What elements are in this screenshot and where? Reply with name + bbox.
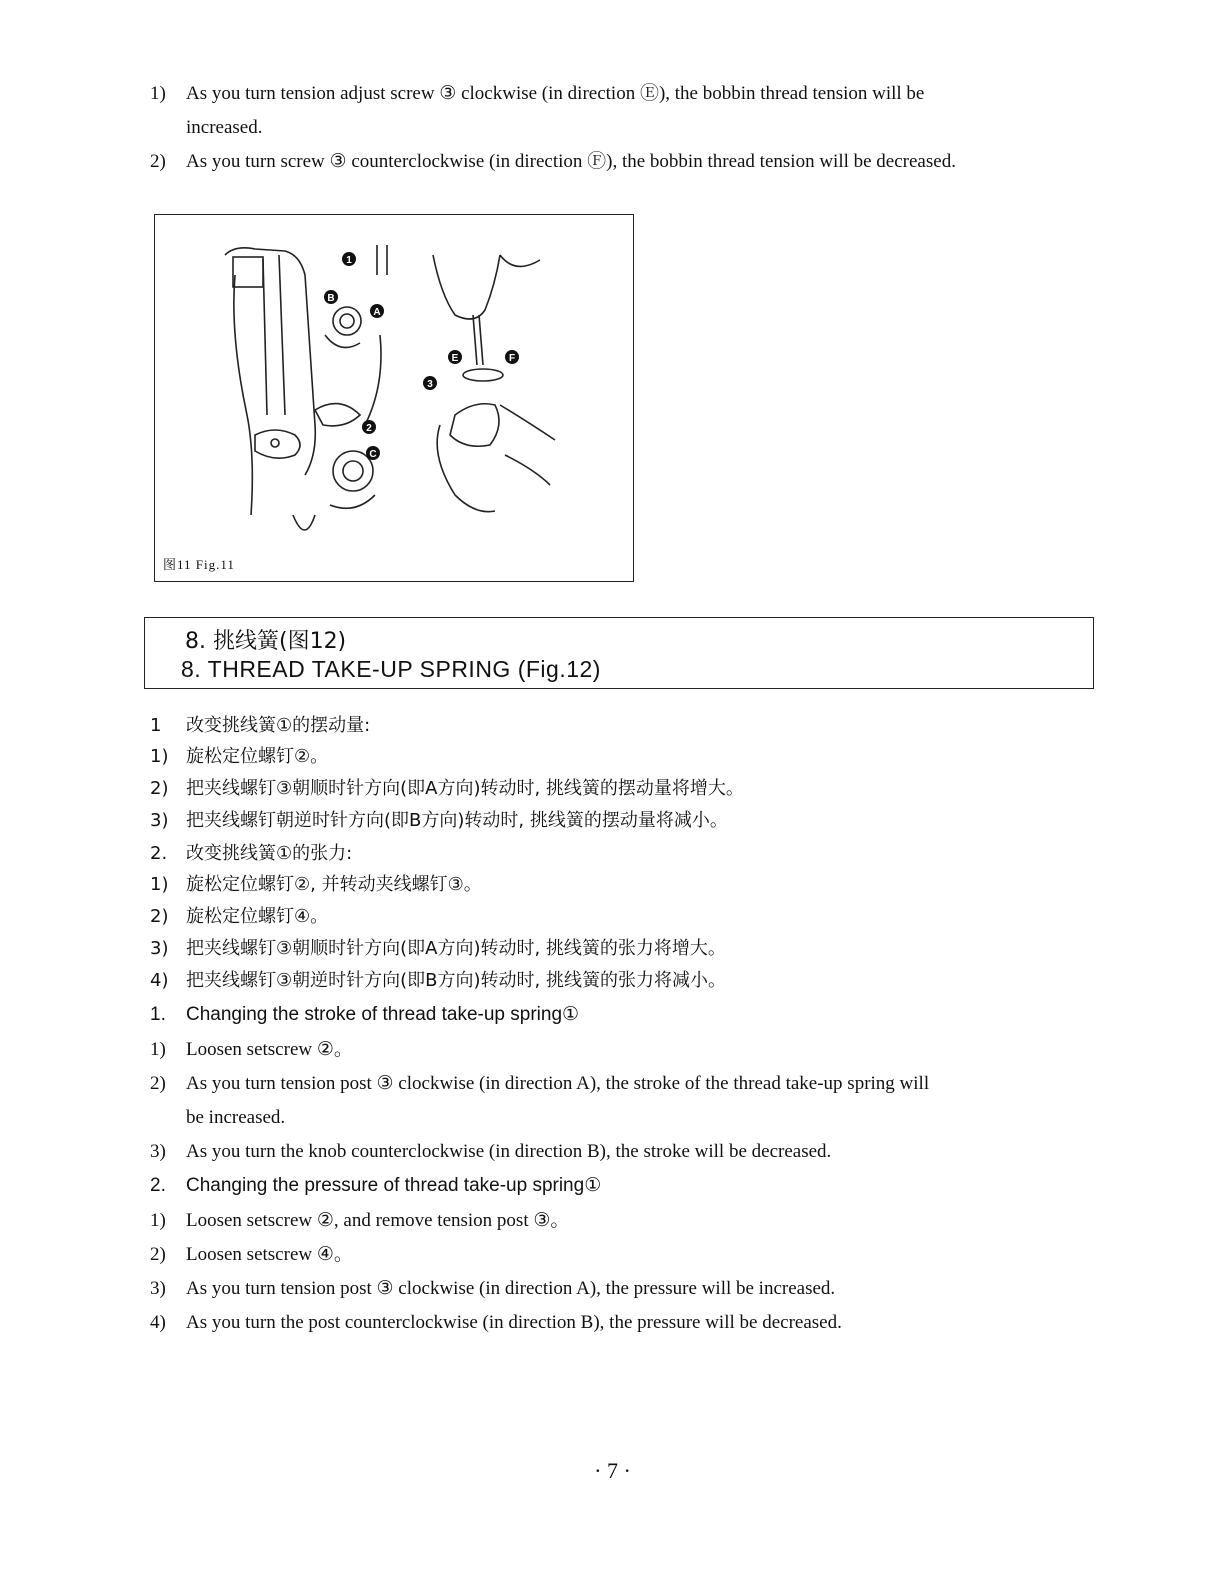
en-text: Changing the stroke of thread take-up spring① [186,1004,580,1025]
en-line [150,1243,353,1267]
en-line [150,1072,929,1096]
step-number: 2) [150,151,166,172]
zh-text: 把夹线螺钉③朝逆时针方向(即B方向)转动时, 挑线簧的张力将减小。 [186,970,726,991]
callout-2: 2 [366,423,372,434]
step-number: 1) [150,83,166,104]
zh-number: 3) [150,810,169,831]
en-text: As you turn tension post ③ clockwise (in direction A), the pressure will be increased. [186,1278,836,1299]
zh-line [150,842,352,866]
step-text: As you turn tension adjust screw ③ clockwise (in direction Ⓔ), the bobbin thread tension will be [186,83,925,104]
zh-line [150,905,328,929]
zh-text: 把夹线螺钉朝逆时针方向(即B方向)转动时, 挑线簧的摆动量将减小。 [186,810,728,831]
en-line [150,1174,601,1198]
zh-line [150,745,328,769]
en-number: 1. [150,1004,166,1025]
zh-text: 把夹线螺钉③朝顺时针方向(即A方向)转动时, 挑线簧的张力将增大。 [186,938,726,959]
callout-c: C [369,449,377,460]
zh-number: 2) [150,906,169,927]
zh-text: 改变挑线簧①的摆动量: [186,715,371,736]
en-text: Loosen setscrew ②。 [186,1039,353,1060]
en-line [150,1311,842,1335]
en-text: Loosen setscrew ②, and remove tension post ③。 [186,1210,570,1231]
zh-line [150,777,744,801]
en-text: As you turn the post counterclockwise (in direction B), the pressure will be decreased. [186,1312,842,1333]
en-line [150,1277,835,1301]
en-line [150,1038,353,1062]
zh-line [150,873,482,897]
callout-b: B [327,293,335,304]
callout-f: F [508,353,516,364]
en-line [150,1003,579,1027]
zh-text: 旋松定位螺钉②, 并转动夹线螺钉③。 [186,874,482,895]
step-line [150,82,924,106]
callout-a: A [373,307,381,318]
section-title-zh: 8. 挑线簧(图12) [185,629,347,654]
step-text: As you turn screw ③ counterclockwise (in direction Ⓕ), the bobbin thread tension will be decreased. [186,151,956,172]
en-continuation: be increased. [186,1107,286,1128]
zh-text: 旋松定位螺钉②。 [186,746,329,767]
zh-number: 1 [150,715,162,736]
en-text: Changing the pressure of thread take-up spring① [186,1175,602,1196]
zh-line [150,969,726,993]
zh-text: 旋松定位螺钉④。 [186,906,329,927]
callout-3: 3 [427,379,433,390]
zh-number: 1) [150,874,169,895]
zh-number: 1) [150,746,169,767]
en-text: As you turn the knob counterclockwise (in direction B), the stroke will be decreased. [186,1141,832,1162]
figure-caption: 图11 Fig.11 [163,557,235,572]
zh-line [150,809,728,833]
en-number: 3) [150,1278,166,1299]
section-heading [144,617,1094,689]
zh-line [150,937,726,961]
callout-1: 1 [346,255,352,266]
zh-number: 4) [150,970,169,991]
en-number: 4) [150,1312,166,1333]
en-number: 2) [150,1073,166,1094]
page-number: · 7 · [594,1458,631,1483]
zh-number: 2) [150,778,169,799]
zh-number: 3) [150,938,169,959]
en-number: 3) [150,1141,166,1162]
en-line [150,1209,569,1233]
step-continuation: increased. [186,117,263,138]
figure-illustration [155,215,633,581]
en-text: Loosen setscrew ④。 [186,1244,353,1265]
section-title-en: 8. THREAD TAKE-UP SPRING (Fig.12) [181,656,601,682]
zh-line [150,714,370,738]
en-number: 1) [150,1039,166,1060]
en-number: 2) [150,1244,166,1265]
figure-11 [154,214,634,582]
en-text: As you turn tension post ③ clockwise (in direction A), the stroke of the thread take-up spring will [186,1073,930,1094]
zh-text: 改变挑线簧①的张力: [186,843,353,864]
step-line [150,150,956,174]
en-line [150,1140,831,1164]
en-number: 1) [150,1210,166,1231]
en-number: 2. [150,1175,166,1196]
callout-e: E [451,353,459,364]
zh-text: 把夹线螺钉③朝顺时针方向(即A方向)转动时, 挑线簧的摆动量将增大。 [186,778,744,799]
zh-number: 2. [150,843,168,864]
